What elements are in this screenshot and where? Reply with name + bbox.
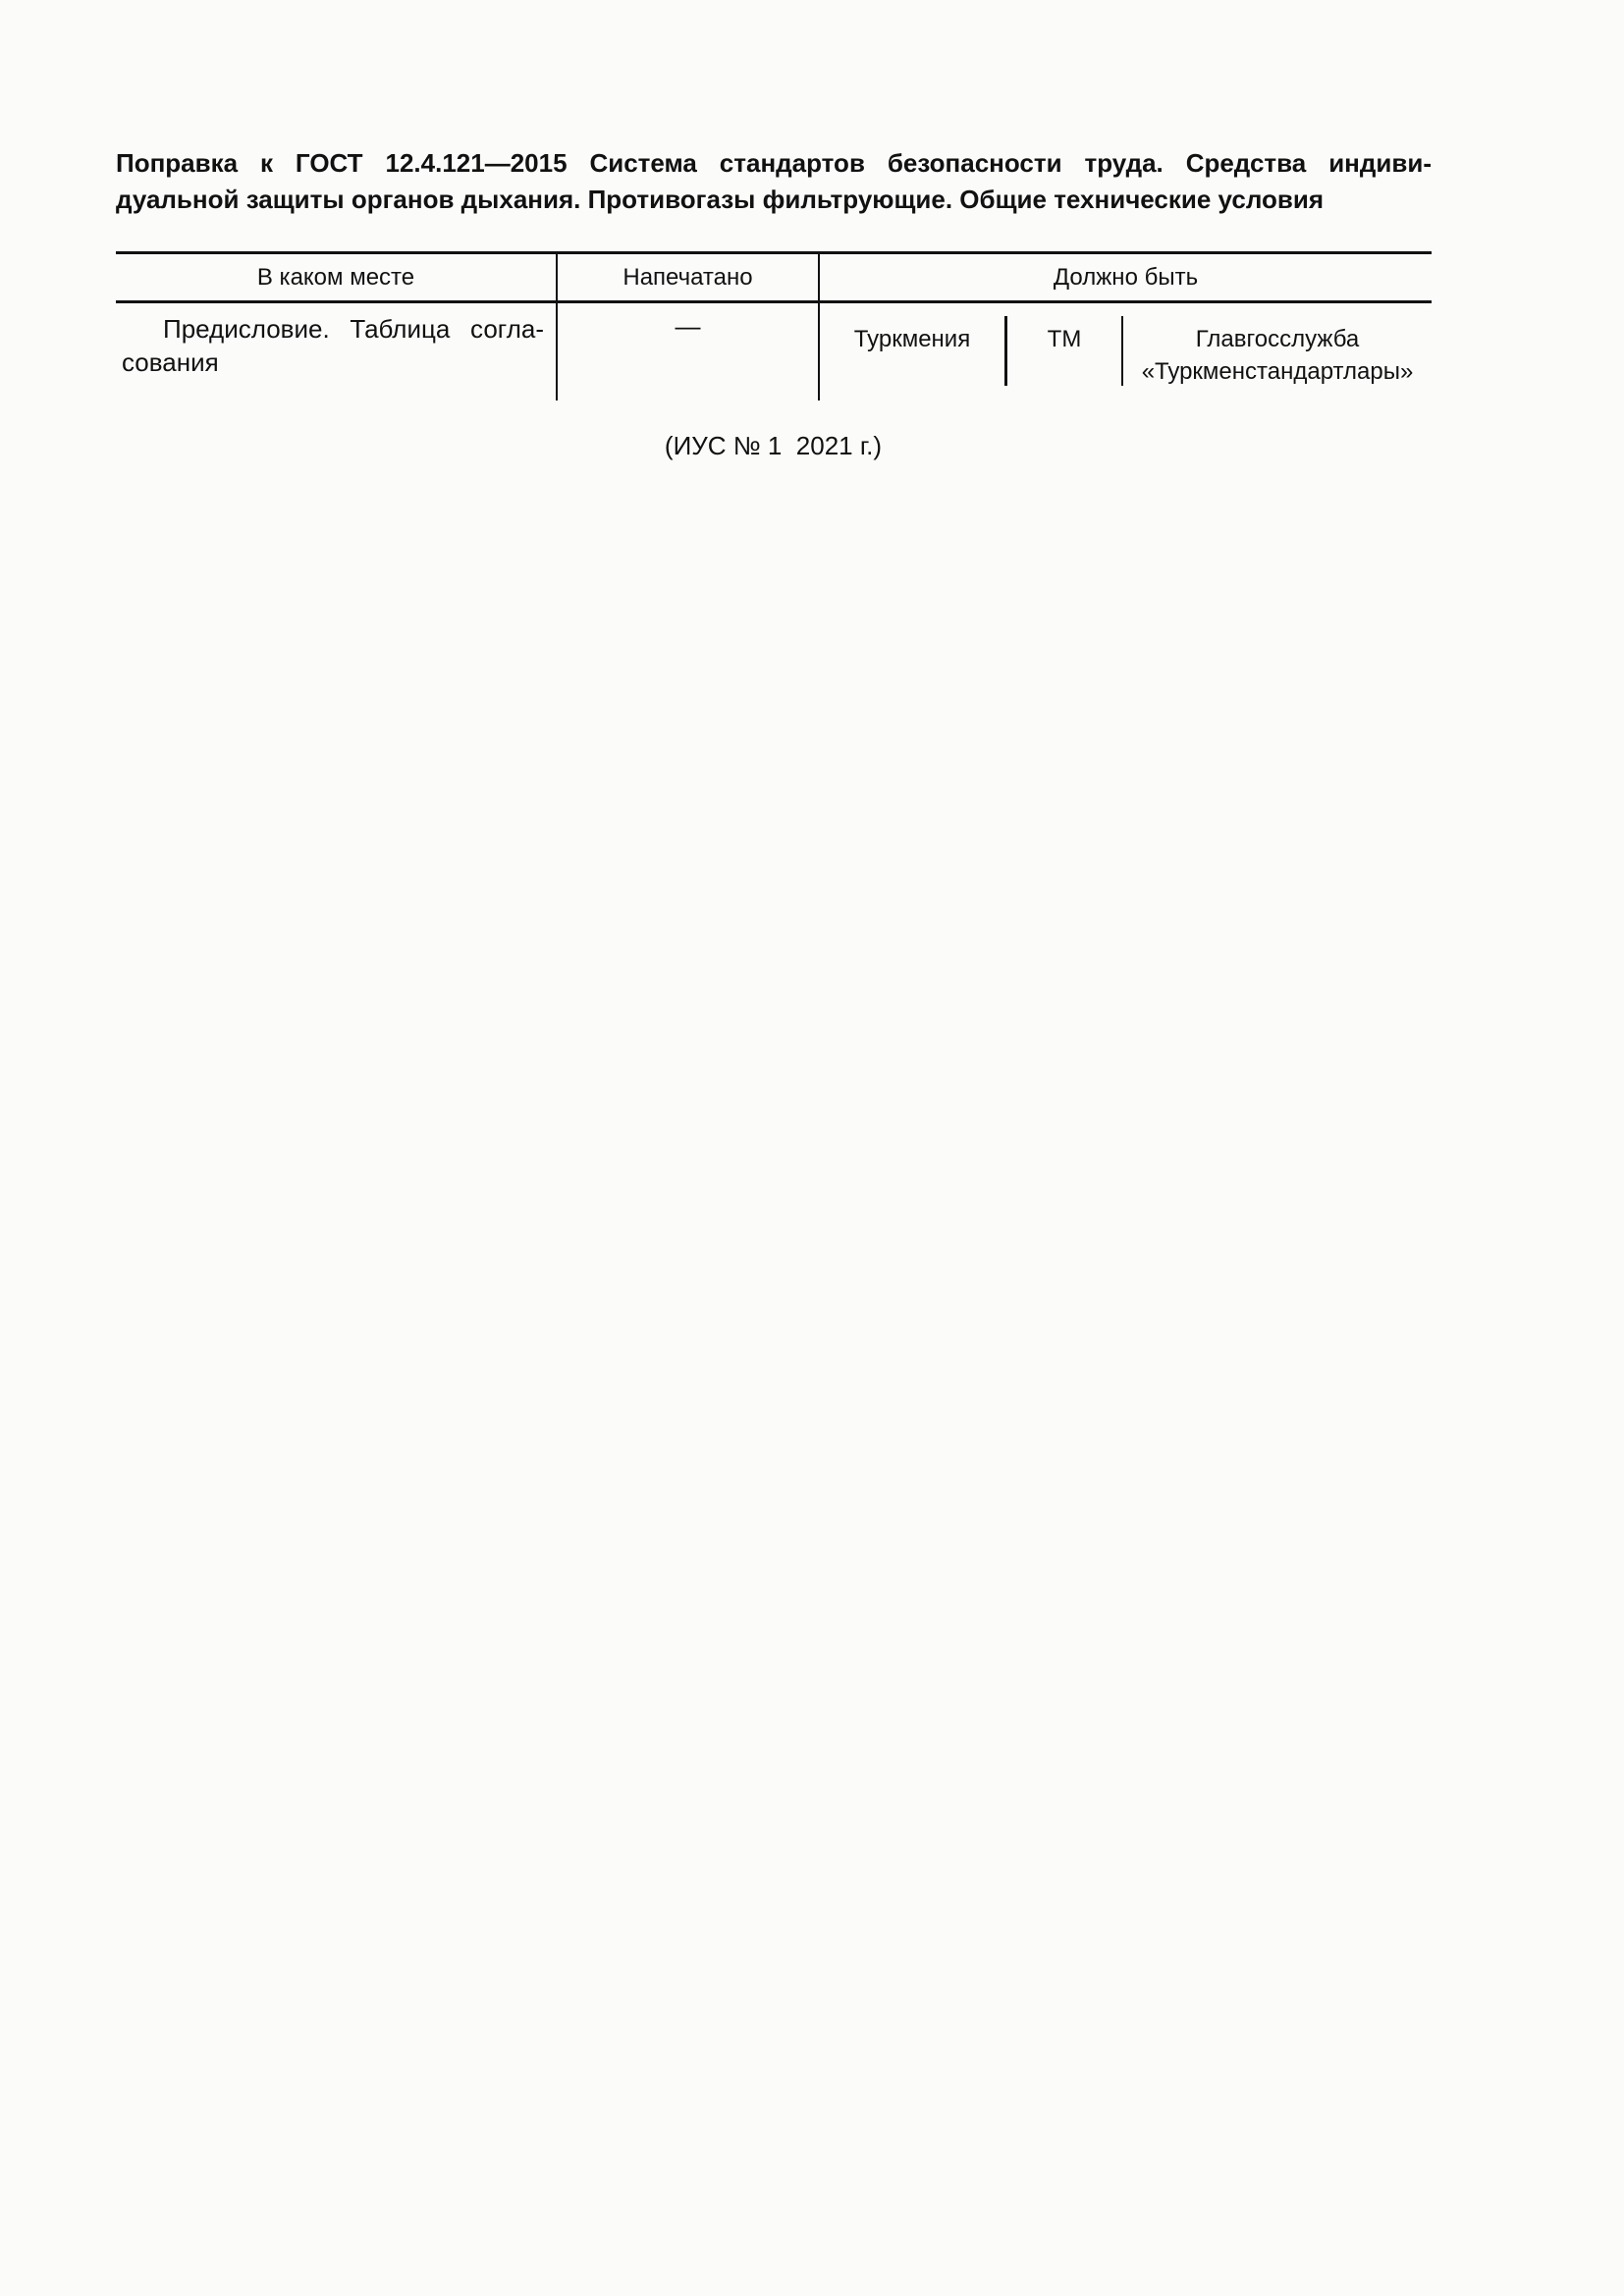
row-country: Туркмения <box>853 326 971 352</box>
row-where <box>122 312 544 379</box>
row-organization-line-1: Главгосслужба <box>1195 326 1360 352</box>
row-where-line-2: сования <box>122 347 219 377</box>
source-reference: (ИУС № 1 2021 г.) <box>664 431 883 460</box>
row-code: ТМ <box>1047 326 1082 352</box>
row-where-line-1: Предисловие. Таблица согла- <box>163 314 544 344</box>
row-printed: — <box>675 311 701 341</box>
row-organization-line-2: «Туркменстандартлары» <box>1141 358 1414 385</box>
header-where: В каком месте <box>256 264 415 291</box>
document-title-line-2: дуальной защиты органов дыхания. Противогазы фильтрующие. Общие технические условия <box>116 185 1325 214</box>
table-header-rule <box>116 300 1432 303</box>
document-title <box>116 145 1432 218</box>
table-top-rule <box>116 251 1432 254</box>
row-organization <box>1123 323 1432 388</box>
document-title-line-1: Поправка к ГОСТ 12.4.121—2015 Система стандартов безопасности труда. Средства индиви- <box>116 148 1432 178</box>
header-should-be: Должно быть <box>1053 264 1199 291</box>
header-printed: Напечатано <box>623 264 753 291</box>
